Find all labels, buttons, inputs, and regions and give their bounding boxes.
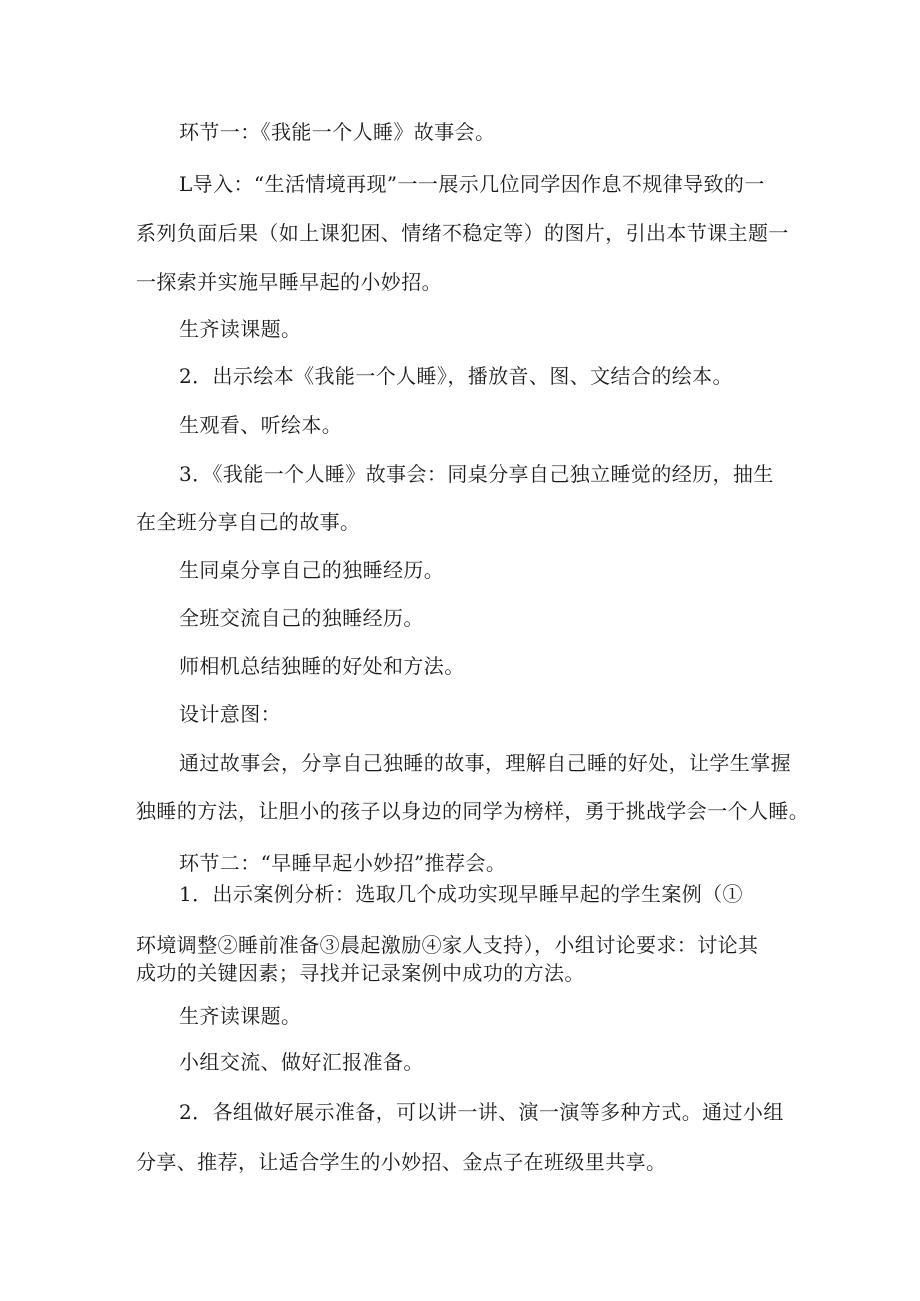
paragraph-line: 一探索并实施早睡早起的小妙招。: [136, 270, 442, 294]
paragraph-line: 2．出示绘本《我能一个人睡》，播放音、图、文结合的绘本。: [179, 364, 733, 388]
paragraph-line: 系列负面后果（如上课犯困、情绪不稳定等）的图片，引出本节课主题一: [136, 221, 789, 245]
paragraph-line: 环境调整②睡前准备③晨起激励④家人支持），小组讨论要求：讨论其: [136, 933, 759, 957]
section-heading-1: 环节一：《我能一个人睡》故事会。: [179, 120, 496, 144]
paragraph-line: 生齐读课题。: [179, 1004, 302, 1028]
paragraph-line: 成功的关键因素；寻找并记录案例中成功的方法。: [136, 961, 585, 985]
paragraph-line: 独睡的方法，让胆小的孩子以身边的同学为榜样，勇于挑战学会一个人睡。: [136, 799, 810, 823]
paragraph-line: 全班交流自己的独睡经历。: [179, 606, 424, 630]
paragraph-line: 分享、推荐，让适合学生的小妙招、金点子在班级里共享。: [136, 1150, 667, 1174]
paragraph-line: L导入：“生活情境再现”一一展示几位同学因作息不规律导致的一: [179, 172, 765, 196]
paragraph-line: 小组交流、做好汇报准备。: [179, 1050, 424, 1074]
paragraph-line: 生齐读课题。: [179, 317, 302, 341]
paragraph-line: 生同桌分享自己的独睡经历。: [179, 558, 445, 582]
design-intent-label: 设计意图：: [179, 702, 281, 726]
paragraph-line: 通过故事会，分享自己独睡的故事，理解自己睡的好处，让学生掌握: [179, 751, 791, 775]
paragraph-line: 3．《我能一个人睡》故事会：同桌分享自己独立睡觉的经历，抽生: [179, 462, 774, 486]
paragraph-line: 师相机总结独睡的好处和方法。: [179, 654, 465, 678]
paragraph-line: 2．各组做好展示准备，可以讲一讲、演一演等多种方式。通过小组: [179, 1100, 784, 1124]
paragraph-line: 在全班分享自己的故事。: [136, 510, 361, 534]
section-heading-2: 环节二：“早睡早起小妙招”推荐会。: [179, 851, 507, 875]
paragraph-line: 1．出示案例分析：选取几个成功实现早睡早起的学生案例（①: [179, 882, 743, 906]
paragraph-line: 生观看、听绘本。: [179, 413, 343, 437]
